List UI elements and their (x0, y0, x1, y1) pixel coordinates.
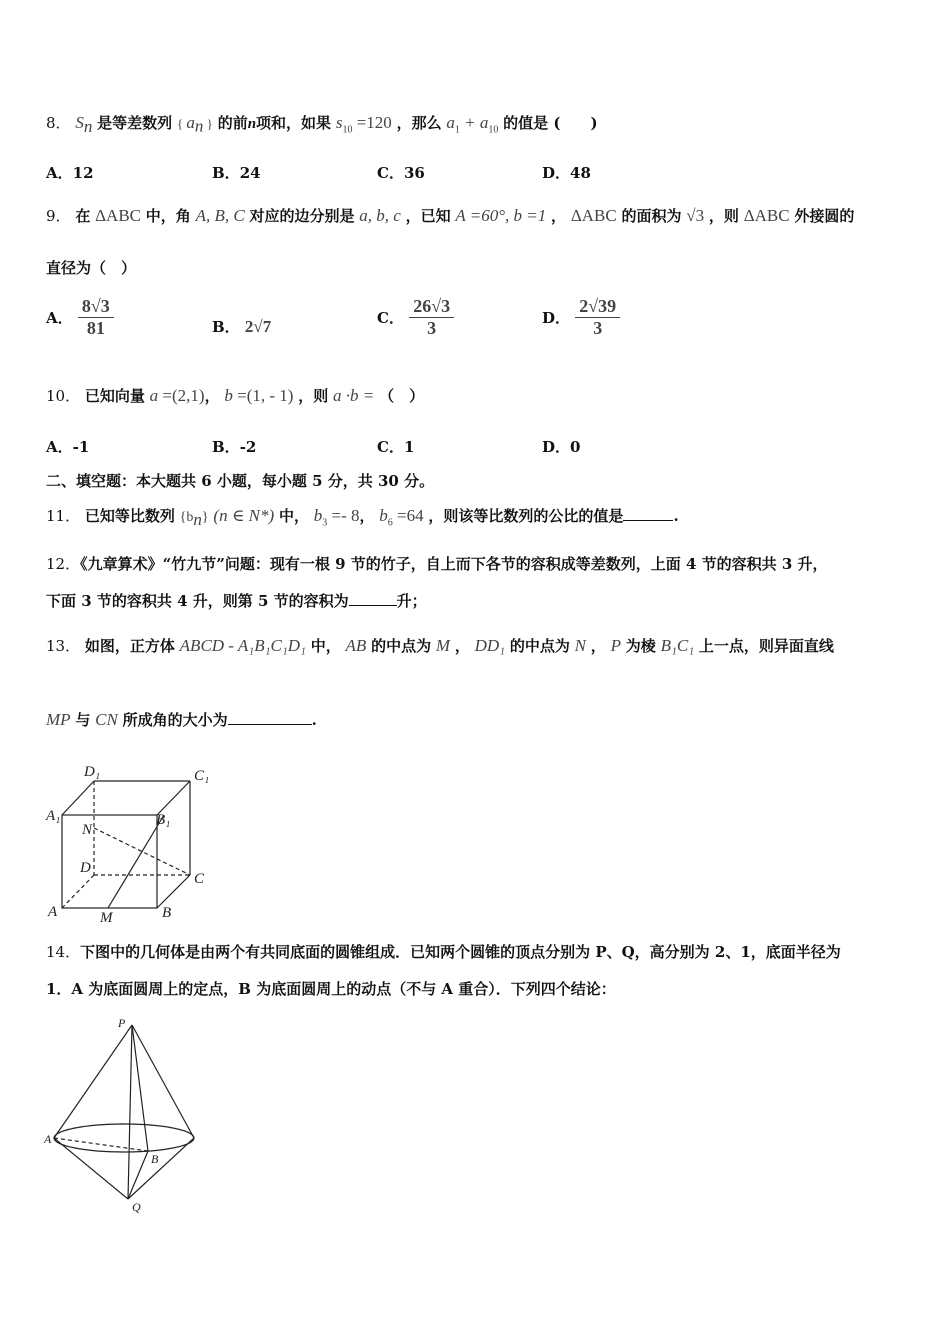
label-q: Q (132, 1200, 141, 1214)
q14-line1: 14．下图中的几何体是由两个有共同底面的圆锥组成．已知两个圆锥的顶点分别为 P、Q，高分别为 2、1，底面半径为 (46, 943, 841, 961)
q8-option-b: B．24 (212, 164, 261, 182)
label-p: P (118, 1016, 126, 1030)
answer-blank[interactable] (349, 605, 397, 606)
q12-line2: 下面 3 节的容积共 4 升，则第 5 节的容积为 升； (46, 592, 427, 610)
label-a: A (44, 1132, 52, 1146)
q12-line1: 12．《九章算术》“竹九节”问题：现有一根 9 节的竹子，自上而下各节的容积成等差数列，上面 4 节的容积共 3 升， (46, 555, 828, 573)
label-b: B (162, 905, 172, 921)
cube-figure (40, 758, 230, 928)
label-a: A (48, 904, 58, 920)
answer-blank[interactable] (623, 520, 673, 521)
q9-option-d: D． $\frac{2√39}{3}$ (542, 296, 620, 339)
q9-option-b: B． 2√7 (212, 317, 272, 336)
label-c1: C₁ (194, 768, 210, 784)
q9-option-c: C． $\frac{26√3}{3}$ (377, 296, 454, 339)
q10-option-d: D．0 (542, 438, 581, 456)
label-m: M (100, 910, 113, 926)
double-cone-figure (40, 1015, 210, 1215)
cube-front-face (62, 815, 157, 908)
label-b: B (151, 1152, 159, 1166)
q9-option-a: A． $\frac{8√3}{81}$ (46, 296, 114, 339)
q9-line: 9． 在 ΔABC 中，角 A, B, C 对应的边分别是 a, b, c ，已知 A =60°, b =1 ， ΔABC 的面积为 √3 ，则 ΔABC 外接圆的 (46, 206, 855, 225)
q10-option-c: C．1 (377, 438, 415, 456)
label-d1: D₁ (84, 764, 101, 780)
section-heading: 二、填空题：本大题共 6 小题，每小题 5 分，共 30 分。 (46, 472, 435, 490)
q8-number: 8． (46, 114, 71, 132)
label-n: N (82, 822, 93, 838)
label-a1: A₁ (46, 808, 61, 824)
label-b1: B₁ (156, 812, 171, 828)
q8-option-a: A．12 (46, 164, 94, 182)
q10-option-b: B．-2 (212, 438, 257, 456)
segment-mp (108, 815, 164, 908)
q13-line2: MP 与 CN 所成角的大小为 . (46, 710, 317, 729)
answer-blank[interactable] (228, 724, 312, 725)
q13-line1: 13． 如图，正方体 ABCD - A₁B₁C₁D₁ 中， AB 的中点为 M ， DD₁ 的中点为 N ， P 为棱 B₁C₁ 上一点，则异面直线 (46, 636, 834, 655)
q8-line: 8． $S_n$ 是等差数列 { $a_n$ } 的前n项和，如果 $s_{10} =120$ ，那么 $a_1 + a_{10}$ 的值是 ( ) (46, 113, 598, 136)
q10-option-a: A．-1 (46, 438, 90, 456)
q10-line: 10． 已知向量 a =(2,1)， b =(1, - 1) ，则 a ·b = （ ） (46, 386, 425, 405)
q8-option-d: D．48 (542, 164, 591, 182)
label-d: D (80, 860, 91, 876)
label-c: C (194, 871, 205, 887)
q11-line: 11． 已知等比数列 $\{b_n\}$ (n ∈ N*) 中， $b_3 =- 8$， $b_6 =64$ ，则该等比数列的公比的值是 . (46, 506, 679, 529)
q14-line2: 1．A 为底面圆周上的定点，B 为底面圆周上的动点（不与 A 重合）．下列四个结论： (46, 980, 616, 998)
q8-option-c: C．36 (377, 164, 425, 182)
q9-line2: 直径为（ ） (46, 259, 137, 277)
